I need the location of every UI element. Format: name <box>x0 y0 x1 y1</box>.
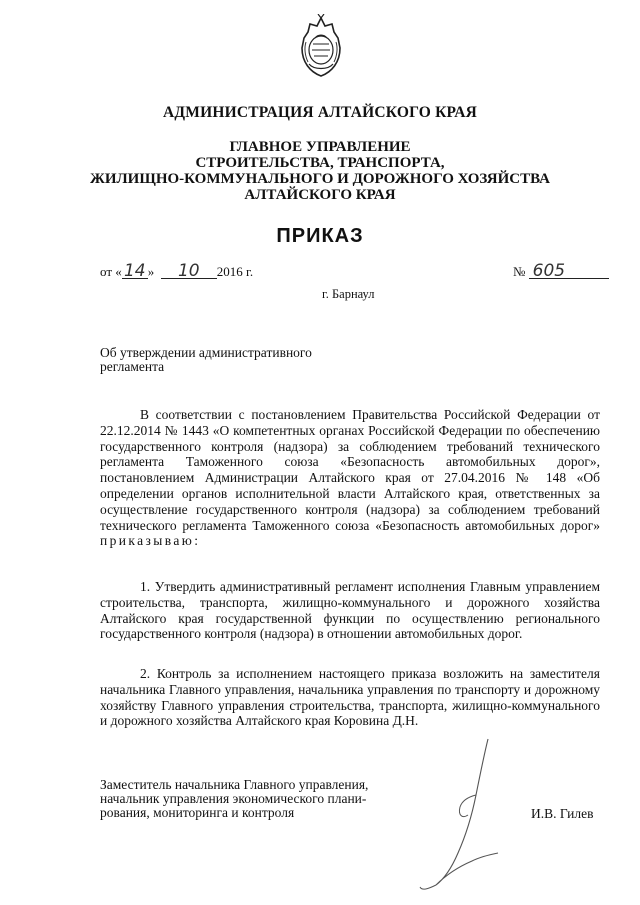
position-line: начальник управления экономического плани- <box>100 791 367 806</box>
date-year: 2016 г. <box>216 264 254 279</box>
city-name: г. Барнаул <box>322 287 375 301</box>
order-subject <box>100 346 312 374</box>
order-item-text: 2. Контроль за исполнением настоящего приказа возложить на заместителя начальника Главного управления, начальника управления по транспорту и дорожному хозяйству Главного управления строительства, транспорта, жилищно-коммунального и дорожного хозяйства Алтайского края Коровина Д.Н. <box>100 666 600 729</box>
order-date <box>100 261 254 281</box>
date-mid: » <box>147 264 155 279</box>
date-prefix: от « <box>100 264 122 279</box>
number-value: 605 <box>529 264 609 279</box>
department-line: ЖИЛИЩНО-КОММУНАЛЬНОГО И ДОРОЖНОГО ХОЗЯЙСТВА <box>90 171 550 187</box>
preamble-paragraph <box>100 407 600 549</box>
order-number <box>513 261 609 281</box>
number-prefix: № <box>513 264 526 279</box>
department-line: СТРОИТЕЛЬСТВА, ТРАНСПОРТА, <box>195 155 445 171</box>
order-item-2 <box>100 666 600 729</box>
department-line: ГЛАВНОЕ УПРАВЛЕНИЕ <box>229 139 411 155</box>
subject-line: Об утверждении административного <box>100 345 312 360</box>
position-line: рования, мониторинга и контроля <box>100 805 295 820</box>
signatory-position <box>100 778 368 820</box>
signatory-name: И.В. Гилев <box>531 806 594 821</box>
department-name <box>0 139 640 203</box>
handwritten-signature-icon <box>418 735 508 895</box>
position-line: Заместитель начальника Главного управления, <box>100 777 369 792</box>
preamble-text: В соответствии с постановлением Правительства Российской Федерации от 22.12.2014 № 1443 «О компетентных органах Российской Федерации по обеспечению государственного контроля (надзора) за соблюдением требований технического регламента Таможенного союза «Безопасность автомобильных дорог», постановлением Администрации Алтайского края от 27.04.2016 № 148 «Об определении органов исполнительной власти Алтайского края, ответственных за осуществление государственного контроля (надзора) за соблюдением требований технического регламента Таможенного союза «Безопасность автомобильных дорог» <box>100 407 600 533</box>
date-month: 10 <box>161 264 217 279</box>
date-day: 14 <box>122 264 148 279</box>
organization-name: АДМИНИСТРАЦИЯ АЛТАЙСКОГО КРАЯ <box>162 104 478 121</box>
department-line: АЛТАЙСКОГО КРАЯ <box>244 187 396 203</box>
order-item-text: 1. Утвердить административный регламент исполнения Главным управлением строительства, транспорта, жилищно-коммунального и дорожного хозяйства Алтайского края государственной функции по осуществлению регионального государственного контроля (надзора) в отношении автомобильных дорог. <box>100 579 600 642</box>
altai-coat-of-arms-icon <box>296 14 346 78</box>
order-item-1 <box>100 579 600 642</box>
document-type-title: ПРИКАЗ <box>276 225 364 247</box>
subject-line: регламента <box>100 359 165 374</box>
order-word: приказываю: <box>100 533 201 549</box>
